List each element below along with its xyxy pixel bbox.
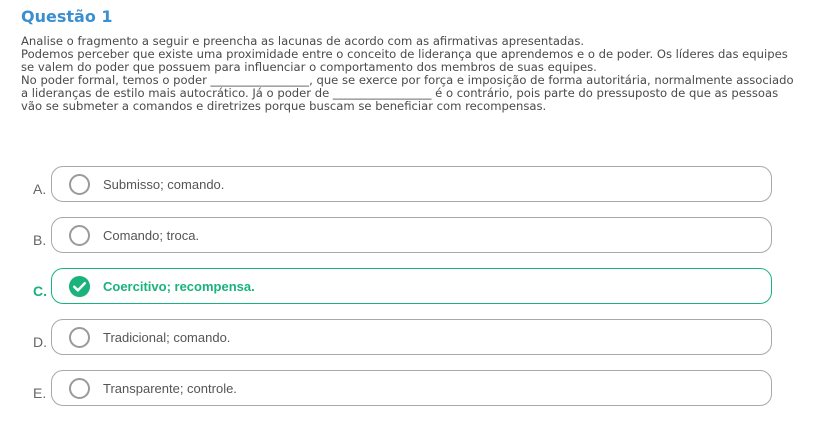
option-letter: B. xyxy=(33,232,47,248)
option-d-button[interactable] xyxy=(51,319,772,355)
option-label: Transparente; controle. xyxy=(103,381,237,396)
option-c-button[interactable] xyxy=(51,268,772,304)
radio-circle-icon[interactable] xyxy=(69,225,90,246)
question-line-context: Podemos perceber que existe uma proximidade entre o conceito de liderança que aprendemos e o de poder. Os líderes das equipes se valem do poder que possuem para influenciar o comportamento dos membros de suas equipes. xyxy=(21,47,788,74)
option-a xyxy=(33,166,773,202)
option-e-button[interactable] xyxy=(51,370,772,406)
option-letter: E. xyxy=(33,385,47,401)
check-circle-icon[interactable] xyxy=(68,275,91,298)
question-text xyxy=(21,35,801,113)
option-label: Tradicional; comando. xyxy=(103,330,231,345)
option-label: Coercitivo; recompensa. xyxy=(103,279,255,294)
radio-circle-icon[interactable] xyxy=(69,174,90,195)
question-title: Questão 1 xyxy=(21,7,113,26)
option-letter: A. xyxy=(33,181,47,197)
option-e xyxy=(33,370,773,406)
question-line-statement: No poder formal, temos o poder _________________, que se exerce por força e imposição de forma autoritária, normalmente associado a lideranças de estilo mais autocrático. Já o poder de _________________ é o contrário, pois parte do pressuposto de que as pessoas vão se submeter a comandos e diretrizes porque buscam se beneficiar com recompensas. xyxy=(21,73,794,113)
option-c xyxy=(33,268,773,304)
radio-circle-icon[interactable] xyxy=(69,378,90,399)
answer-options xyxy=(33,166,773,421)
option-letter: D. xyxy=(33,334,47,350)
option-b xyxy=(33,217,773,253)
option-label: Comando; troca. xyxy=(103,228,200,243)
question-block xyxy=(21,6,801,113)
option-b-button[interactable] xyxy=(51,217,772,253)
option-label: Submisso; comando. xyxy=(103,177,225,192)
option-d xyxy=(33,319,773,355)
option-a-button[interactable] xyxy=(51,166,772,202)
option-letter: C. xyxy=(33,283,47,299)
radio-circle-icon[interactable] xyxy=(69,327,90,348)
question-line-instruction: Analise o fragmento a seguir e preencha as lacunas de acordo com as afirmativas apresentadas. xyxy=(21,34,585,48)
